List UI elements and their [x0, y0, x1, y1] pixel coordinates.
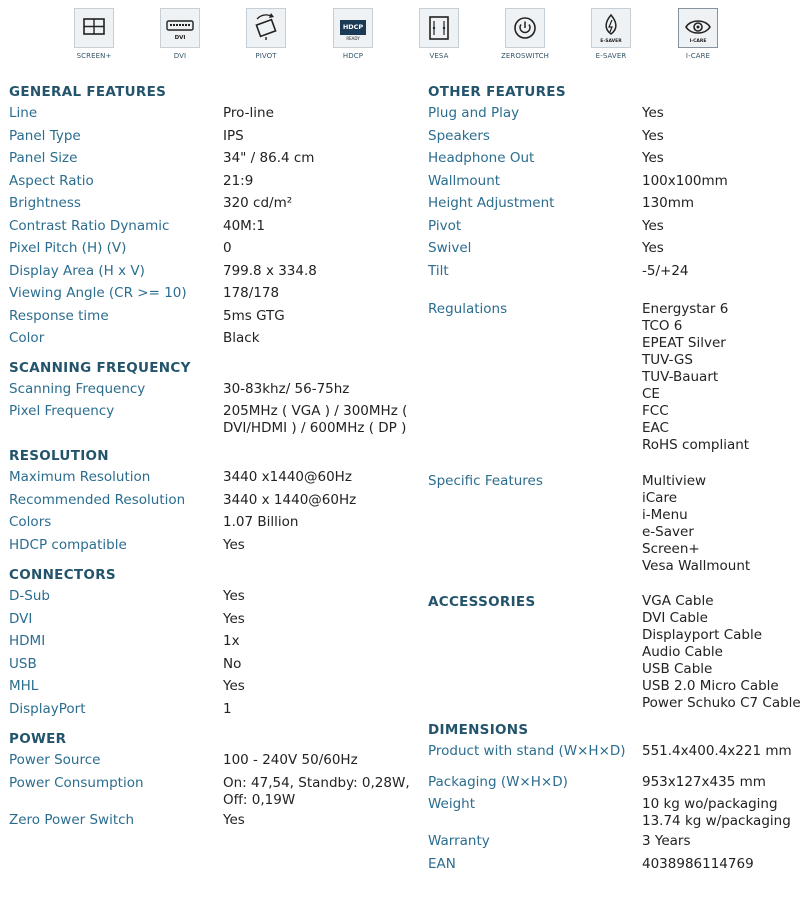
spec-value-line: 953x127x435 mm — [642, 773, 766, 790]
spec-row-zero-power-switch — [9, 809, 414, 832]
spec-value — [223, 102, 414, 122]
spec-value-line: RoHS compliant — [642, 437, 750, 453]
icare-icon — [678, 8, 718, 48]
spec-row-weight — [428, 793, 806, 830]
spec-key: Height Adjustment — [428, 195, 555, 211]
spec-value-line: TCO 6 — [642, 318, 683, 334]
spec-value-line: 34" / 86.4 cm — [223, 150, 315, 166]
spec-row-panel-type — [9, 125, 414, 148]
spec-value-line: e-Saver — [642, 524, 694, 540]
spec-key: Power Consumption — [9, 774, 144, 791]
spec-key: DVI — [9, 610, 33, 627]
svg-text:READY: READY — [346, 36, 360, 41]
accessories-section — [428, 590, 806, 711]
section-title: RESOLUTION — [9, 448, 109, 464]
spec-value-line: Yes — [642, 105, 664, 121]
accessory-item: Power Schuko C7 Cable — [642, 695, 801, 711]
spec-row-product-with-stand-w-h-d — [428, 740, 806, 763]
spec-value-line: 178/178 — [223, 285, 280, 301]
spec-value-line: Pro-line — [223, 105, 274, 121]
zeroswitch-label: ZEROSWITCH — [500, 52, 550, 60]
spec-key: Colors — [9, 514, 52, 530]
spec-row-recommended-resolution — [9, 489, 414, 512]
spec-key: Wallmount — [428, 172, 501, 189]
spec-key: Display Area (H x V) — [9, 262, 145, 279]
spec-key: Contrast Ratio Dynamic — [9, 217, 170, 234]
pivot-feature — [244, 8, 288, 60]
zeroswitch-feature — [500, 8, 550, 60]
spec-value — [223, 400, 414, 437]
spec-key: Panel Type — [9, 127, 81, 144]
spec-value-line: Black — [223, 330, 260, 346]
esaver-label: E-SAVER — [595, 52, 627, 60]
spec-value — [642, 102, 806, 122]
spec-key: Line — [9, 105, 38, 121]
spec-value — [223, 327, 414, 347]
spec-value-line: Off: 0,19W — [223, 791, 296, 808]
spec-row-line — [9, 102, 414, 125]
spec-value — [223, 608, 414, 628]
screenplus-label: SCREEN+ — [76, 52, 112, 60]
accessory-item: USB Cable — [642, 661, 713, 677]
right-spec-column — [428, 80, 806, 875]
spec-value-line: TUV-Bauart — [642, 369, 719, 385]
spec-value-line: -5/+24 — [642, 262, 689, 279]
spec-value-line: 40M:1 — [223, 217, 265, 234]
section-title: GENERAL FEATURES — [9, 84, 167, 100]
spec-row-dvi — [9, 608, 414, 631]
spec-value — [223, 630, 414, 650]
spec-key: Weight — [428, 796, 476, 812]
spec-row-brightness — [9, 192, 414, 215]
spec-value-line: 3440 x1440@60Hz — [223, 469, 352, 485]
spec-key: Swivel — [428, 240, 472, 256]
spec-value — [223, 585, 414, 605]
spec-value-line: Vesa Wallmount — [642, 558, 751, 574]
spec-value — [642, 740, 806, 760]
spec-value-line: Yes — [223, 536, 245, 553]
spec-value-line: 10 kg wo/packaging — [642, 796, 778, 812]
spec-value-line: 21:9 — [223, 172, 254, 189]
spec-key: USB — [9, 655, 37, 672]
spec-row-warranty — [428, 830, 806, 853]
spec-value — [223, 282, 414, 302]
esaver-icon — [591, 8, 631, 48]
spec-row-scanning-frequency — [9, 378, 414, 401]
spec-value-line: TUV-GS — [642, 352, 693, 368]
spec-key: HDMI — [9, 633, 46, 649]
section-title: SCANNING FREQUENCY — [9, 359, 191, 376]
spec-value — [223, 653, 414, 673]
spec-row-regulations — [428, 298, 806, 454]
spec-value-line: FCC — [642, 403, 669, 419]
spec-value — [642, 298, 806, 454]
spec-row-hdcp-compatible — [9, 534, 414, 557]
spec-row-contrast-ratio-dynamic — [9, 215, 414, 238]
spec-value-line: i-Menu — [642, 507, 688, 523]
spec-key: Regulations — [428, 301, 508, 317]
spec-key: Speakers — [428, 127, 490, 144]
spec-value-line: DVI/HDMI ) / 600MHz ( DP ) — [223, 420, 407, 436]
spec-value — [223, 809, 414, 829]
spec-key: Maximum Resolution — [9, 469, 151, 485]
section-title: OTHER FEATURES — [428, 84, 566, 100]
spec-key: Color — [9, 330, 45, 346]
spec-row-ean — [428, 853, 806, 876]
spec-value — [642, 793, 806, 830]
spec-value — [642, 830, 806, 850]
power-section — [9, 727, 414, 831]
spec-value — [223, 749, 414, 769]
spec-value — [223, 466, 414, 486]
spec-value-line: 4038986114769 — [642, 855, 754, 872]
spec-value-line: 320 cd/m² — [223, 195, 293, 211]
spec-key: Headphone Out — [428, 150, 535, 166]
spec-value — [223, 511, 414, 531]
spec-row-pixel-pitch-h-v — [9, 237, 414, 260]
spec-value — [223, 378, 414, 398]
spec-row-power-consumption — [9, 772, 414, 809]
spec-value-line: 799.8 x 334.8 — [223, 262, 317, 279]
spec-row-viewing-angle-cr-10 — [9, 282, 414, 305]
spec-row-tilt — [428, 260, 806, 283]
spec-value-line: Yes — [642, 127, 664, 144]
spec-key: Scanning Frequency — [9, 380, 146, 397]
spec-key: Warranty — [428, 833, 490, 849]
spec-key: Pixel Frequency — [9, 403, 115, 419]
resolution-section — [9, 444, 414, 556]
spec-row-headphone-out — [428, 147, 806, 170]
spec-key: Power Source — [9, 752, 101, 768]
spec-value — [642, 170, 806, 190]
scanning-frequency-section — [9, 356, 414, 438]
other-features-section — [428, 80, 806, 282]
zeroswitch-icon — [505, 8, 545, 48]
accessory-item: Audio Cable — [642, 644, 723, 660]
section-title: CONNECTORS — [9, 567, 116, 583]
spec-value — [223, 534, 414, 554]
spec-value — [223, 698, 414, 718]
spec-value — [223, 772, 414, 809]
spec-value-line: Energystar 6 — [642, 301, 729, 317]
screenplus-icon — [74, 8, 114, 48]
icare-label: I-CARE — [685, 52, 711, 60]
svg-text:HDCP: HDCP — [342, 23, 364, 31]
spec-value — [642, 260, 806, 280]
screenplus-feature — [72, 8, 116, 60]
spec-row-colors — [9, 511, 414, 534]
svg-text:I-CARE: I-CARE — [689, 39, 707, 44]
spec-value-line: Yes — [642, 150, 664, 166]
spec-row-specific-features — [428, 470, 806, 575]
spec-key: Pixel Pitch (H) (V) — [9, 240, 127, 256]
general-features-section — [9, 80, 414, 350]
vesa-feature — [417, 8, 461, 60]
spec-value-line: 100x100mm — [642, 172, 728, 189]
spec-value-line: 1.07 Billion — [223, 514, 299, 530]
left-spec-column — [9, 80, 414, 831]
spec-value — [642, 237, 806, 257]
spec-key: Recommended Resolution — [9, 491, 186, 508]
dvi-feature — [158, 8, 202, 60]
spec-value — [642, 853, 806, 873]
spec-key: Panel Size — [9, 150, 78, 166]
spec-row-wallmount — [428, 170, 806, 193]
spec-value-line: IPS — [223, 127, 244, 144]
spec-value-line: CE — [642, 386, 660, 402]
spec-key: Aspect Ratio — [9, 172, 94, 189]
vesa-label: VESA — [429, 52, 449, 60]
spec-value-line: Yes — [642, 217, 664, 234]
spec-key: D-Sub — [9, 588, 50, 604]
spec-row-mhl — [9, 675, 414, 698]
spec-key: DisplayPort — [9, 700, 86, 717]
connectors-section — [9, 563, 414, 720]
spec-row-aspect-ratio — [9, 170, 414, 193]
spec-value — [642, 147, 806, 167]
spec-value-line: Yes — [642, 240, 664, 256]
spec-value — [642, 470, 806, 575]
spec-value-line: 0 — [223, 240, 232, 256]
spec-value-line: 1x — [223, 633, 240, 649]
spec-value — [223, 170, 414, 190]
spec-key: Viewing Angle (CR >= 10) — [9, 285, 187, 301]
accessory-item: DVI Cable — [642, 610, 708, 626]
spec-value — [223, 147, 414, 167]
spec-value-line: Multiview — [642, 473, 707, 489]
spec-row-maximum-resolution — [9, 466, 414, 489]
spec-value — [223, 237, 414, 257]
svg-text:DVI: DVI — [174, 35, 186, 41]
spec-value-line: Yes — [223, 811, 245, 828]
spec-row-power-source — [9, 749, 414, 772]
spec-value-line: Yes — [223, 610, 245, 627]
spec-row-hdmi — [9, 630, 414, 653]
accessory-item: USB 2.0 Micro Cable — [642, 678, 779, 694]
spec-key: Specific Features — [428, 473, 543, 489]
hdcp-label: HDCP — [342, 52, 364, 60]
feature-icon-bar — [0, 0, 808, 70]
icare-feature — [676, 8, 720, 60]
spec-key: EAN — [428, 855, 456, 872]
spec-value-line: 205MHz ( VGA ) / 300MHz ( — [223, 403, 408, 419]
spec-value-line: EPEAT Silver — [642, 335, 726, 351]
spec-value-line: Yes — [223, 678, 245, 694]
spec-row-panel-size — [9, 147, 414, 170]
spec-value-line: 100 - 240V 50/60Hz — [223, 752, 358, 768]
spec-value — [642, 771, 806, 791]
spec-value-line: 5ms GTG — [223, 307, 285, 324]
spec-value — [223, 215, 414, 235]
spec-key: Brightness — [9, 195, 81, 211]
spec-value — [223, 260, 414, 280]
section-title: DIMENSIONS — [428, 722, 529, 738]
hdcp-feature — [331, 8, 375, 60]
spec-value-line: 3440 x 1440@60Hz — [223, 491, 357, 508]
dimensions-section — [428, 718, 806, 875]
spec-value — [642, 215, 806, 235]
spec-row-d-sub — [9, 585, 414, 608]
regulations-section — [428, 298, 806, 454]
spec-value — [642, 125, 806, 145]
spec-row-packaging-w-h-d — [428, 771, 806, 794]
spec-value-line: On: 47,54, Standby: 0,28W, — [223, 774, 410, 791]
spec-value-line: No — [223, 655, 242, 672]
spec-row-response-time — [9, 305, 414, 328]
spec-row-usb — [9, 653, 414, 676]
accessory-item: Displayport Cable — [642, 627, 763, 643]
spec-value-line: iCare — [642, 490, 678, 506]
spec-value-line: EAC — [642, 420, 669, 436]
spec-row-height-adjustment — [428, 192, 806, 215]
spec-value — [223, 125, 414, 145]
spec-value — [223, 192, 414, 212]
spec-row-speakers — [428, 125, 806, 148]
spec-value — [223, 305, 414, 325]
svg-text:E-SAVER: E-SAVER — [600, 39, 622, 44]
spec-key: MHL — [9, 678, 39, 694]
spec-key: Product with stand (W×H×D) — [428, 743, 626, 759]
esaver-feature — [589, 8, 633, 60]
spec-key: HDCP compatible — [9, 536, 127, 553]
spec-value-line: Screen+ — [642, 541, 700, 557]
spec-row-color — [9, 327, 414, 350]
dvi-label: DVI — [173, 52, 187, 60]
spec-value-line: 130mm — [642, 195, 695, 211]
hdcp-icon — [333, 8, 373, 48]
spec-row-displayport — [9, 698, 414, 721]
dvi-icon — [160, 8, 200, 48]
accessory-item: VGA Cable — [642, 593, 714, 609]
vesa-icon — [419, 8, 459, 48]
spec-value-line: 551.4x400.4x221 mm — [642, 743, 792, 759]
spec-key: Packaging (W×H×D) — [428, 773, 568, 790]
spec-row-display-area-h-x-v — [9, 260, 414, 283]
section-title: POWER — [9, 731, 67, 747]
spec-value-line: 3 Years — [642, 833, 691, 849]
section-title: ACCESSORIES — [428, 594, 536, 610]
spec-value-line: 13.74 kg w/packaging — [642, 813, 791, 829]
pivot-icon — [246, 8, 286, 48]
spec-value — [223, 675, 414, 695]
spec-value-line: Yes — [223, 588, 245, 604]
pivot-label: PIVOT — [255, 52, 277, 60]
spec-value-line: 1 — [223, 700, 232, 717]
spec-key: Plug and Play — [428, 105, 520, 121]
spec-row-pixel-frequency — [9, 400, 414, 437]
specific-features-section — [428, 470, 806, 575]
spec-row-pivot — [428, 215, 806, 238]
spec-value — [642, 192, 806, 212]
spec-row-plug-and-play — [428, 102, 806, 125]
spec-key: Pivot — [428, 217, 462, 234]
spec-key: Tilt — [428, 262, 449, 279]
spec-row-swivel — [428, 237, 806, 260]
spec-value — [223, 489, 414, 509]
accessories-list — [642, 593, 801, 712]
spec-value-line: 30-83khz/ 56-75hz — [223, 380, 350, 397]
spec-key: Response time — [9, 307, 109, 324]
spec-key: Zero Power Switch — [9, 811, 135, 828]
